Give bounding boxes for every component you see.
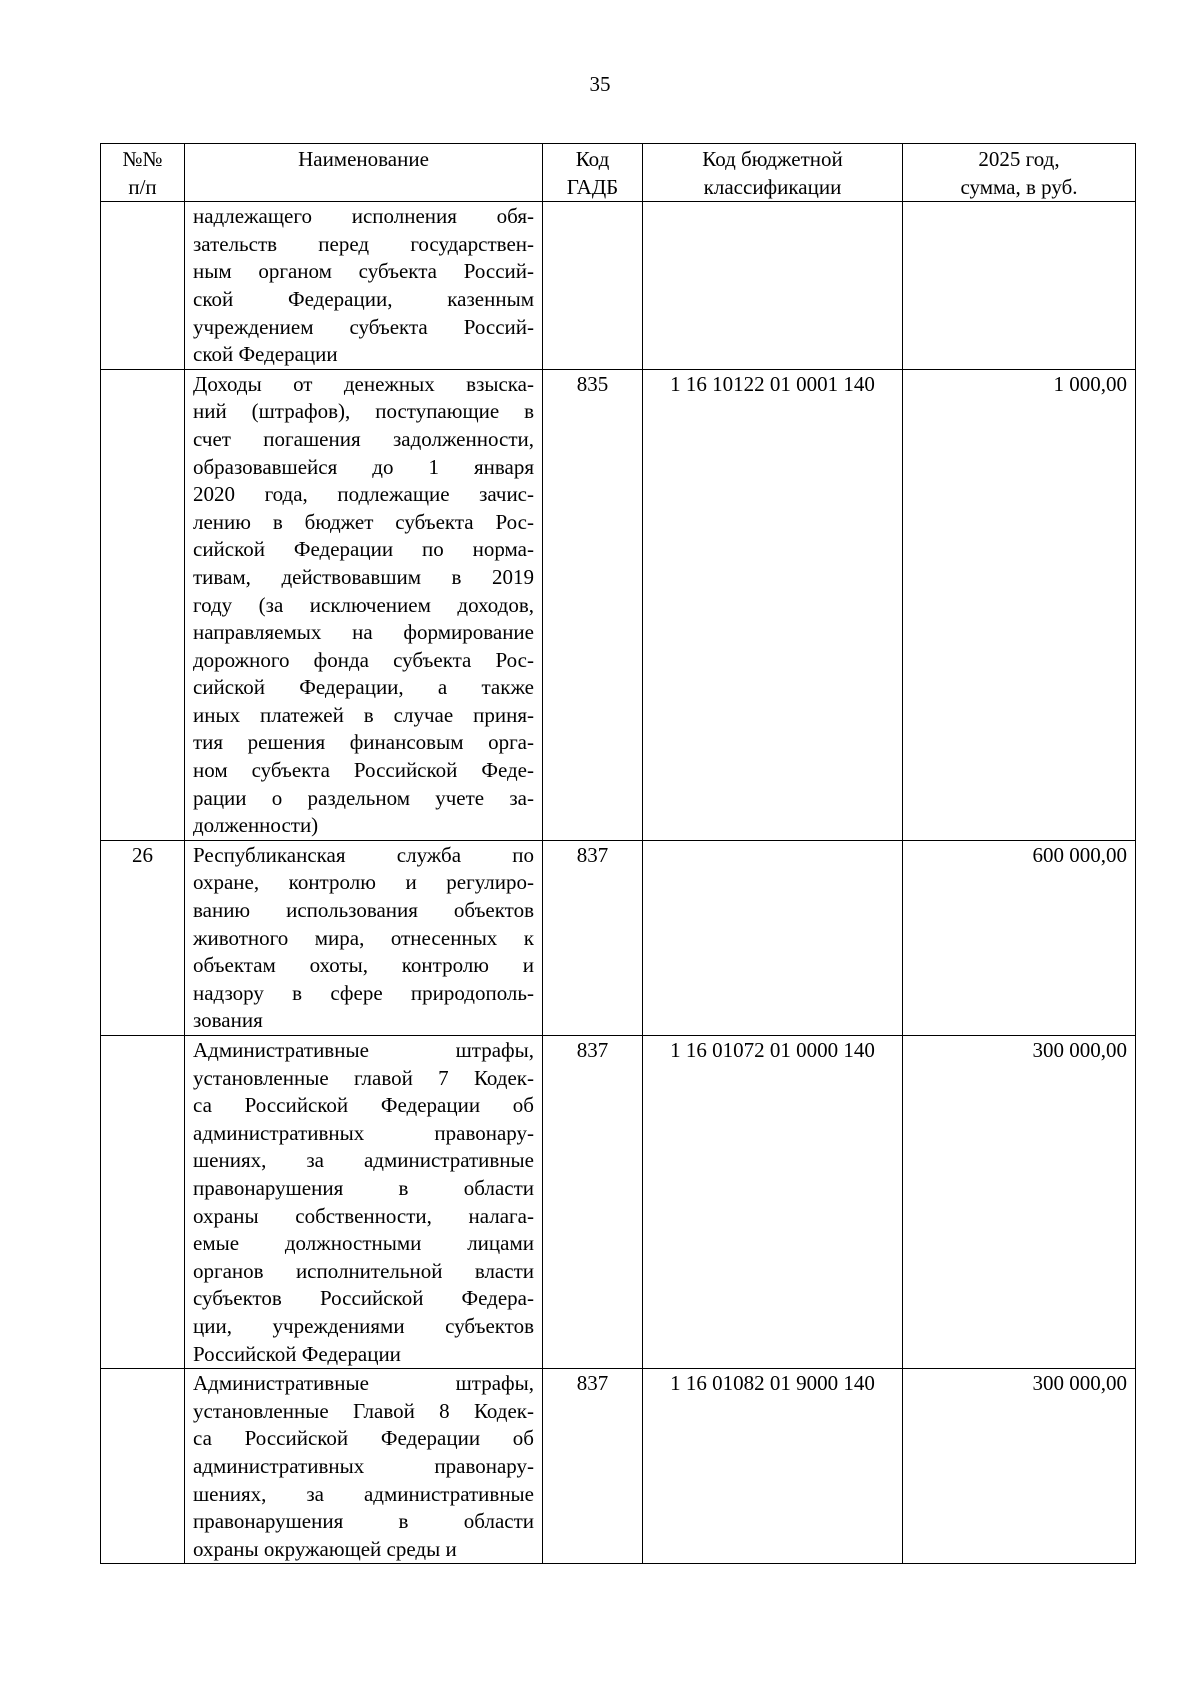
row-sum-cell: 600 000,00 bbox=[903, 840, 1136, 1035]
row-number-cell: 26 bbox=[101, 840, 185, 1035]
header-sum bbox=[903, 144, 1136, 202]
row-name-line: ванию использования объектов bbox=[193, 898, 534, 923]
header-name-label: Наименование bbox=[298, 147, 429, 171]
row-name-line: установленные главой 7 Кодек- bbox=[193, 1065, 534, 1090]
row-name-cell bbox=[185, 1369, 543, 1564]
row-name-line: Административные штрафы, bbox=[193, 1371, 534, 1396]
row-kbk-cell bbox=[643, 202, 903, 370]
row-name-line: тия решения финансовым орга- bbox=[193, 730, 534, 755]
header-num-line-1: №№ bbox=[122, 147, 163, 171]
row-name-line: сийской Федерации, а также bbox=[193, 675, 534, 700]
row-name-line: правонарушения в области bbox=[193, 1175, 534, 1200]
header-sum-line-2: сумма, в руб. bbox=[960, 174, 1078, 199]
row-name-line: са Российской Федерации об bbox=[193, 1426, 534, 1451]
row-gadb-cell bbox=[543, 202, 643, 370]
row-gadb-cell: 835 bbox=[543, 369, 643, 840]
header-num-line-2: п/п bbox=[128, 174, 157, 199]
row-name-line: тивам, действовавшим в 2019 bbox=[193, 564, 534, 589]
row-name-cell bbox=[185, 1036, 543, 1369]
row-name-line: са Российской Федерации об bbox=[193, 1093, 534, 1118]
row-name-line: установленные Главой 8 Кодек- bbox=[193, 1398, 534, 1423]
row-name-line: направляемых на формирование bbox=[193, 620, 534, 645]
table-row bbox=[101, 1036, 1136, 1369]
row-name-cell bbox=[185, 840, 543, 1035]
row-name-line: рации о раздельном учете за- bbox=[193, 785, 534, 810]
row-name-line: образовавшейся до 1 января bbox=[193, 454, 534, 479]
header-kbk bbox=[643, 144, 903, 202]
row-name-line: ции, учреждениями субъектов bbox=[193, 1313, 534, 1338]
row-name-line: административных правонару- bbox=[193, 1120, 534, 1145]
row-name-line: емые должностными лицами bbox=[193, 1231, 534, 1256]
row-name-line: дорожного фонда субъекта Рос- bbox=[193, 647, 534, 672]
row-name-line: ном субъекта Российской Феде- bbox=[193, 758, 534, 783]
row-name-line: зательств перед государствен- bbox=[193, 231, 534, 256]
row-name-line: зования bbox=[193, 1008, 263, 1033]
row-name-line: охраны окружающей среды и bbox=[193, 1536, 457, 1561]
row-name-line: ным органом субъекта Россий- bbox=[193, 259, 534, 284]
row-name-line: субъектов Российской Федера- bbox=[193, 1286, 534, 1311]
row-name-line: сийской Федерации по норма- bbox=[193, 537, 534, 562]
row-name-line: Доходы от денежных взыска- bbox=[193, 371, 534, 396]
row-name-line: ской Федерации bbox=[193, 342, 338, 367]
header-name bbox=[185, 144, 543, 202]
header-gadb bbox=[543, 144, 643, 202]
row-name-line: надлежащего исполнения обя- bbox=[193, 204, 534, 229]
row-name-line: Административные штрафы, bbox=[193, 1038, 534, 1062]
row-number-cell bbox=[101, 1036, 185, 1369]
row-sum-cell bbox=[903, 202, 1136, 370]
row-name-line: счет погашения задолженности, bbox=[193, 426, 534, 451]
budget-revenue-table bbox=[100, 143, 1136, 1564]
table-header-row bbox=[101, 144, 1136, 202]
row-gadb-cell: 837 bbox=[543, 840, 643, 1035]
row-kbk-cell: 1 16 01072 01 0000 140 bbox=[643, 1036, 903, 1369]
row-name-line: ний (штрафов), поступающие в bbox=[193, 399, 534, 424]
header-kbk-line-1: Код бюджетной bbox=[702, 147, 843, 171]
row-gadb-cell: 837 bbox=[543, 1036, 643, 1369]
row-kbk-cell bbox=[643, 840, 903, 1035]
row-name-line: иных платежей в случае приня- bbox=[193, 702, 534, 727]
row-name-line: году (за исключением доходов, bbox=[193, 592, 534, 617]
row-name-line: 2020 года, подлежащие зачис- bbox=[193, 482, 534, 507]
row-name-line: долженности) bbox=[193, 813, 319, 838]
row-name-line: правонарушения в области bbox=[193, 1509, 534, 1534]
table-row bbox=[101, 840, 1136, 1035]
table-row bbox=[101, 202, 1136, 370]
row-name-line: охране, контролю и регулиро- bbox=[193, 870, 534, 895]
row-number-cell bbox=[101, 202, 185, 370]
row-number-cell bbox=[101, 369, 185, 840]
header-kbk-line-2: классификации bbox=[703, 174, 842, 199]
row-sum-cell: 300 000,00 bbox=[903, 1369, 1136, 1564]
table-row bbox=[101, 1369, 1136, 1564]
row-name-cell bbox=[185, 369, 543, 840]
row-sum-cell: 1 000,00 bbox=[903, 369, 1136, 840]
row-name-line: охраны собственности, налага- bbox=[193, 1203, 534, 1228]
row-name-line: шениях, за административные bbox=[193, 1481, 534, 1506]
row-kbk-cell: 1 16 01082 01 9000 140 bbox=[643, 1369, 903, 1564]
row-kbk-cell: 1 16 10122 01 0001 140 bbox=[643, 369, 903, 840]
row-name-line: животного мира, отнесенных к bbox=[193, 925, 534, 950]
row-name-cell bbox=[185, 202, 543, 370]
row-name-line: Республиканская служба по bbox=[193, 842, 534, 867]
header-gadb-line-1: Код bbox=[575, 147, 610, 171]
row-name-line: объектам охоты, контролю и bbox=[193, 953, 534, 978]
header-sum-line-1: 2025 год, bbox=[978, 147, 1060, 171]
page-number: 35 bbox=[589, 72, 611, 96]
row-name-line: органов исполнительной власти bbox=[193, 1258, 534, 1283]
row-name-line: лению в бюджет субъекта Рос- bbox=[193, 509, 534, 534]
header-num bbox=[101, 144, 185, 202]
row-sum-cell: 300 000,00 bbox=[903, 1036, 1136, 1369]
row-name-line: надзору в сфере природополь- bbox=[193, 980, 534, 1005]
row-name-line: учреждением субъекта Россий- bbox=[193, 314, 534, 339]
table-row bbox=[101, 369, 1136, 840]
row-name-line: ской Федерации, казенным bbox=[193, 286, 534, 311]
row-number-cell bbox=[101, 1369, 185, 1564]
header-gadb-line-2: ГАДБ bbox=[566, 174, 619, 199]
row-gadb-cell: 837 bbox=[543, 1369, 643, 1564]
row-name-line: Российской Федерации bbox=[193, 1341, 401, 1366]
row-name-line: шениях, за административные bbox=[193, 1148, 534, 1173]
row-name-line: административных правонару- bbox=[193, 1453, 534, 1478]
